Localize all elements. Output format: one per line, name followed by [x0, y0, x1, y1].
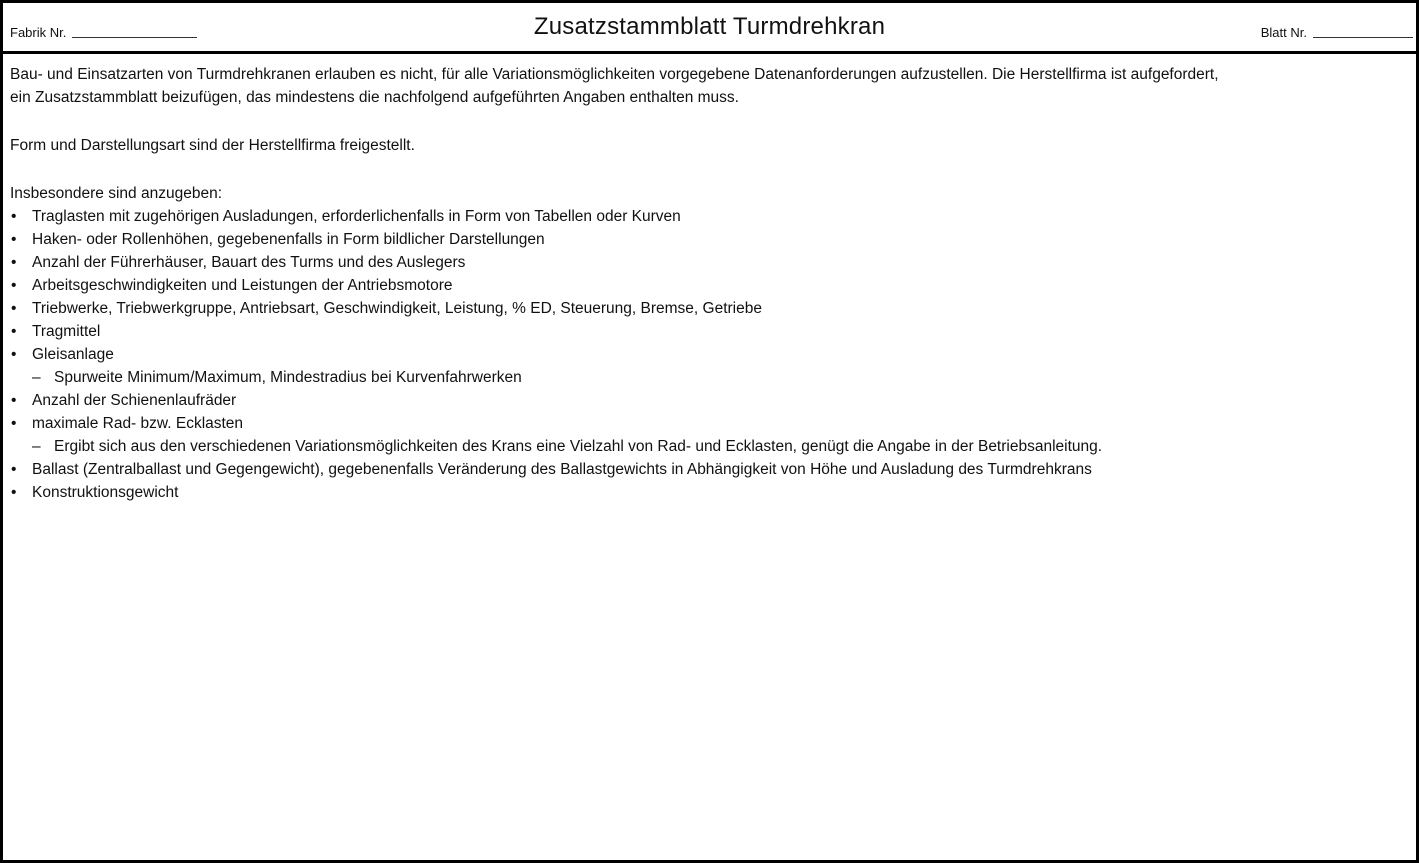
bullet-icon: •: [11, 484, 17, 501]
list-item-text: Triebwerke, Triebwerkgruppe, Antriebsart, Geschwindigkeit, Leistung, % ED, Steuerung, Bremse, Getriebe: [32, 300, 762, 317]
list-item-text: Arbeitsgeschwindigkeiten und Leistungen der Antriebsmotore: [32, 277, 453, 294]
list-item: [10, 458, 1409, 481]
list-item: [10, 228, 1409, 251]
bullet-icon: •: [11, 254, 17, 271]
list-item: [10, 297, 1409, 320]
bullet-icon: •: [11, 277, 17, 294]
list-item: [10, 320, 1409, 343]
blatt-nr-label: Blatt Nr.: [1260, 25, 1307, 40]
bullet-icon: •: [11, 392, 17, 409]
spacer: [10, 157, 1409, 182]
blatt-nr-field: [1261, 25, 1413, 40]
list-item-text: maximale Rad- bzw. Ecklasten: [32, 415, 244, 432]
form-header: [3, 3, 1416, 54]
list-item-text: Gleisanlage: [32, 346, 114, 363]
list-item-text: Traglasten mit zugehörigen Ausladungen, erforderlichenfalls in Form von Tabellen oder Kurven: [32, 208, 681, 225]
intro-text-line-2: ein Zusatzstammblatt beizufügen, das mindestens die nachfolgend aufgeführten Angaben enthalten muss.: [10, 89, 739, 106]
sub-list-item-text: Ergibt sich aus den verschiedenen Variationsmöglichkeiten des Krans eine Vielzahl von Rad- und Ecklasten, genügt die Angabe in der Betriebsanleitung.: [54, 438, 1103, 455]
spacer: [10, 109, 1409, 134]
fabrik-nr-label: Fabrik Nr.: [10, 25, 67, 40]
list-item: [10, 481, 1409, 504]
bullet-icon: •: [11, 300, 17, 317]
sub-list-item: [10, 366, 1409, 389]
page-title: Zusatzstammblatt Turmdrehkran: [533, 13, 886, 40]
list-item: [10, 251, 1409, 274]
blatt-nr-blank-line: [1313, 37, 1413, 38]
list-item: [10, 412, 1409, 435]
sub-list-item: [10, 435, 1409, 458]
bullet-icon: •: [11, 208, 17, 225]
list-item-text: Ballast (Zentralballast und Gegengewicht), gegebenenfalls Veränderung des Ballastgewichts in Abhängigkeit von Höhe und Ausladung des Turmdrehkrans: [32, 461, 1092, 478]
list-item-text: Anzahl der Führerhäuser, Bauart des Turms und des Auslegers: [32, 254, 466, 271]
bullet-icon: •: [11, 231, 17, 248]
dash-icon: –: [32, 438, 41, 455]
form-content: [3, 54, 1416, 504]
list-item-text: Tragmittel: [32, 323, 101, 340]
list-item: [10, 343, 1409, 366]
sub-list-item-text: Spurweite Minimum/Maximum, Mindestradius bei Kurvenfahrwerken: [54, 369, 522, 386]
bullet-icon: •: [11, 415, 17, 432]
dash-icon: –: [32, 369, 41, 386]
list-item: [10, 205, 1409, 228]
bullet-icon: •: [11, 346, 17, 363]
list-heading: Insbesondere sind anzugeben:: [10, 185, 222, 202]
list-item-text: Anzahl der Schienenlaufräder: [32, 392, 237, 409]
list-item: [10, 274, 1409, 297]
intro-text-line-1: Bau- und Einsatzarten von Turmdrehkranen erlauben es nicht, für alle Variationsmöglichkeiten vorgegebene Datenanforderungen aufzustellen. Die Herstellfirma ist aufgefordert,: [10, 66, 1219, 83]
requirements-list: [10, 205, 1409, 504]
bullet-icon: •: [11, 461, 17, 478]
bullet-icon: •: [11, 323, 17, 340]
list-item-text: Haken- oder Rollenhöhen, gegebenenfalls in Form bildlicher Darstellungen: [32, 231, 545, 248]
form-note: Form und Darstellungsart sind der Herstellfirma freigestellt.: [10, 137, 415, 154]
list-item-text: Konstruktionsgewicht: [32, 484, 179, 501]
list-item: [10, 389, 1409, 412]
